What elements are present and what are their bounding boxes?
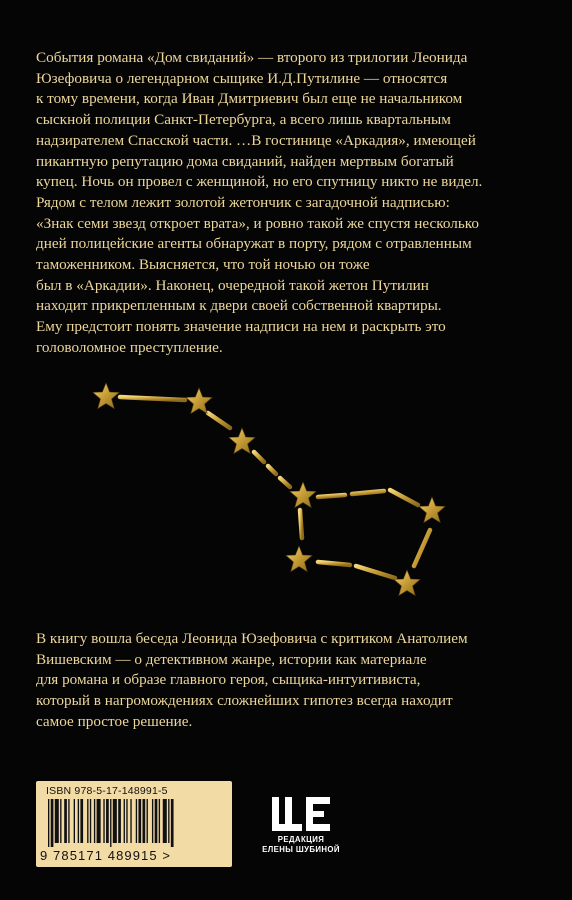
barcode-bar <box>87 799 88 843</box>
barcode-bar <box>155 799 158 843</box>
publisher-logo-icon <box>270 793 332 835</box>
annotation-line: головоломное преступление. <box>36 338 223 356</box>
barcode-bar <box>113 799 117 843</box>
barcode-bar <box>143 799 146 843</box>
barcode-bar <box>90 799 91 843</box>
annotation-line: Юзефовича о легендарном сыщике И.Д.Путилине — относятся <box>36 69 448 87</box>
annotation-line: надзирателем Спасской части. …В гостинице «Аркадия», имеющей <box>36 131 476 149</box>
star-icon <box>93 383 119 409</box>
barcode-panel <box>36 781 232 867</box>
barcode-bar <box>78 799 79 843</box>
barcode-bar <box>168 799 169 843</box>
constellation-illustration <box>0 370 572 610</box>
barcode-bar <box>159 799 160 843</box>
annotation-line: находит прикрепленным к двери своей собственной квартиры. <box>36 297 442 315</box>
barcode-bar <box>130 799 131 843</box>
barcode-bar <box>55 799 59 843</box>
barcode-bar <box>97 799 101 843</box>
annotation-line: пикантную репутацию дома свиданий, найден мертвым богатый <box>36 152 454 170</box>
isbn-label: ISBN 978-5-17-148991-5 <box>46 785 168 797</box>
annotation-line: Рядом с телом лежит золотой жетончик с загадочной надписью: <box>36 193 450 211</box>
barcode-bar <box>68 799 69 843</box>
barcode-bar <box>138 799 141 843</box>
barcode-bar <box>48 799 49 847</box>
star-icon <box>229 428 255 454</box>
barcode-bar <box>103 799 104 843</box>
barcode-bar <box>147 799 148 843</box>
barcode-bar <box>74 799 75 843</box>
publisher-mark <box>256 793 346 855</box>
barcode-bar <box>171 799 174 847</box>
annotation-line: События романа «Дом свиданий» — второго из трилогии Леонида <box>36 49 468 66</box>
barcode-bar <box>152 799 153 843</box>
annotation-line: купец. Ночь он провел с женщиной, но его спутницу никто не видел. <box>36 173 483 191</box>
annotation-line: сыскной полиции Санкт-Петербурга, а всего лишь квартальным <box>36 111 451 129</box>
barcode-bar <box>94 799 95 843</box>
barcode-bar <box>51 799 54 847</box>
star-icon <box>419 497 445 523</box>
annotation-line: к тому времени, когда Иван Дмитриевич был еще не начальником <box>36 90 463 108</box>
barcode-bar <box>118 799 121 843</box>
star-icon <box>290 482 316 508</box>
annotation-line: был в «Аркадии». Наконец, очередной такой жетон Путилин <box>36 276 429 294</box>
star-icon <box>286 546 312 572</box>
annotation-text <box>36 48 536 359</box>
supplement-text <box>36 629 536 733</box>
annotation-line: Ему предстоит понять значение надписи на нем и раскрыть это <box>36 318 446 336</box>
supplement-line: который в нагромождениях сложнейших гипотез всегда находит <box>36 692 453 710</box>
barcode-bar <box>136 799 137 843</box>
star-icon <box>186 388 212 414</box>
barcode-bar <box>60 799 61 843</box>
annotation-line: дней полицейские агенты обнаружат в порту, рядом с отравленным <box>36 235 472 253</box>
barcode-bar <box>64 799 67 843</box>
supplement-line: самое простое решение. <box>36 712 193 730</box>
annotation-line: «Знак семи звезд откроет врата», и ровно такой же спустя несколько <box>36 214 479 232</box>
barcode-bars <box>46 799 222 847</box>
barcode-bar <box>126 799 127 843</box>
barcode-digits: 9 785171 489915 > <box>40 848 172 863</box>
supplement-line: для романа и образе главного героя, сыщика-интуитивиста, <box>36 671 421 689</box>
supplement-line: В книгу вошла беседа Леонида Юзефовича с критиком Анатолием <box>36 630 468 647</box>
barcode-bar <box>110 799 111 847</box>
annotation-line: таможенником. Выясняется, что той ночью он тоже <box>36 256 370 274</box>
barcode-bar <box>106 799 109 843</box>
publisher-line-2: ЕЛЕНЫ ШУБИНОЙ <box>262 845 340 854</box>
barcode-bar <box>163 799 167 843</box>
supplement-line: Вишевским — о детективном жанре, истории как материале <box>36 650 427 668</box>
publisher-line-1: РЕДАКЦИЯ <box>277 835 325 844</box>
constellation-lines <box>120 397 430 578</box>
barcode-bar <box>80 799 83 843</box>
star-icon <box>394 570 420 596</box>
barcode-bar <box>124 799 125 843</box>
